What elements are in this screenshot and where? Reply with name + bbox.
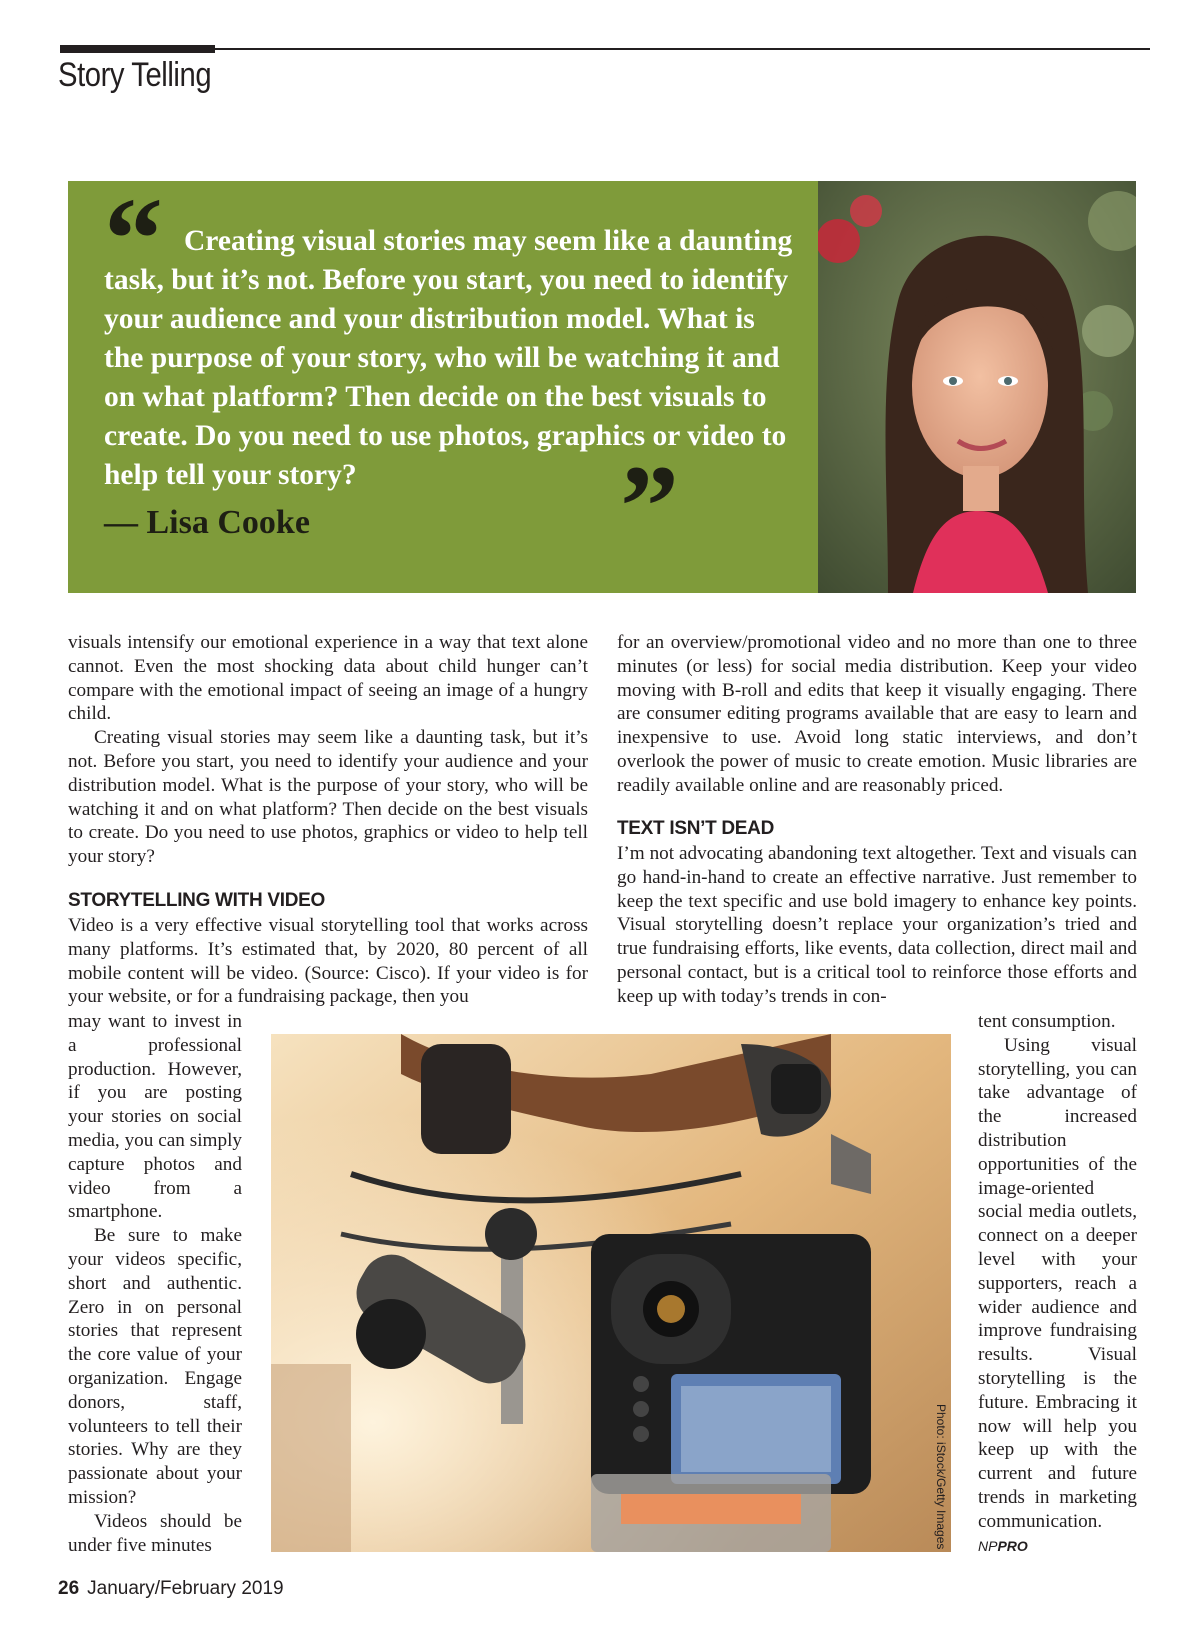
closing-paragraph-text: Using visual storytelling, you can take advantage of the increased distribution opportunities of the image-oriented social media outlets, connect on a deeper level with your supporters, reach a wider audience and improve fundraising results. Visual storytelling is the future. Embracing it now will help you keep up with the current and future trends in marketing communication. bbox=[978, 1034, 1137, 1532]
close-quote-mark: ” bbox=[620, 441, 679, 572]
article-column-1-video bbox=[68, 914, 588, 1009]
camera-illustration bbox=[271, 1034, 951, 1552]
open-quote-mark: “ bbox=[104, 173, 163, 304]
article-paragraph: may want to invest in a professional production. However, if you are posting your stories on social media, you can simply capture photos and video from a smartphone. bbox=[68, 1011, 242, 1223]
article-paragraph: Videos should be under five minutes bbox=[68, 1510, 242, 1556]
article-paragraph: tent consumption. bbox=[978, 1011, 1116, 1032]
article-column-2-text bbox=[617, 842, 1137, 1009]
article-column-1-intro bbox=[68, 631, 588, 869]
article-paragraph: visuals intensify our emotional experience in a way that text alone cannot. Even the most shocking data about child hunger can’t compare with the emotional impact of seeing an image of a hungry child. bbox=[68, 632, 588, 725]
issue-date: January/February 2019 bbox=[87, 1578, 284, 1599]
header-rule-accent bbox=[60, 45, 215, 53]
page-footer bbox=[58, 1578, 284, 1600]
article-paragraph: I’m not advocating abandoning text altogether. Text and visuals can go hand-in-hand to create an effective narrative. Just remember to keep the text specific and use bold imagery to enhance key points. Visual storytelling doesn’t replace your organization’s tried and true fundraising efforts, like events, data collection, direct mail and personal contact, but is a critical tool to reinforce those efforts and keep up with today’s trends in con- bbox=[617, 843, 1137, 1007]
article-paragraph: Video is a very effective visual storytelling tool that works across many platforms. It’s estimated that, by 2020, 80 percent of all mobile content will be video. (Source: Cisco). If your video is for your website, or for a fundraising package, then you bbox=[68, 915, 588, 1008]
article-column-1-narrow bbox=[68, 1010, 242, 1557]
portrait-illustration bbox=[818, 181, 1136, 593]
header-rule bbox=[60, 48, 1150, 50]
page-number: 26 bbox=[58, 1578, 80, 1599]
article-column-2-intro bbox=[617, 631, 1137, 798]
photo-credit: Photo: iStock/Getty Images bbox=[934, 1404, 948, 1550]
section-title: Story Telling bbox=[58, 56, 212, 94]
author-portrait bbox=[818, 181, 1136, 593]
article-paragraph: Creating visual stories may seem like a daunting task, but it’s not. Before you start, you need to identify your audience and your distribution model. What is the purpose of your story, who will be watching it and on what platform? Then decide on the best visuals to create. Do you need to use photos, graphics or video to help tell your story? bbox=[68, 727, 588, 868]
end-signature: NPPRO bbox=[978, 1537, 1028, 1554]
subheading-storytelling-video: STORYTELLING WITH VIDEO bbox=[68, 890, 325, 911]
camera-photo bbox=[271, 1034, 951, 1552]
pull-quote-author: — Lisa Cooke bbox=[104, 504, 310, 541]
subheading-text-isnt-dead: TEXT ISN’T DEAD bbox=[617, 818, 775, 839]
article-paragraph: Be sure to make your videos specific, short and authentic. Zero in on personal stories that represent the core value of your organization. Engage donors, staff, volunteers to tell their stories. Why are they passionate about your mission? bbox=[68, 1225, 242, 1508]
pull-quote-text: Creating visual stories may seem like a daunting task, but it’s not. Before you start, you need to identify your audience and your distribution model. What is the purpose of your story, who will be watching it and on what platform? Then decide on the best visuals to create. Do you need to use photos, graphics or video to help tell your story? bbox=[104, 225, 793, 491]
article-column-2-narrow bbox=[978, 1010, 1137, 1558]
article-paragraph: for an overview/promotional video and no more than one to three minutes (or less) for social media distribution. Keep your video moving with B-roll and edits that keep it visually engaging. There are consumer editing programs available that are easy to learn and inexpensive to use. Avoid long static interviews, and don’t overlook the power of music to create emotion. Music libraries are readily available online and are reasonably priced. bbox=[617, 632, 1137, 796]
article-paragraph bbox=[978, 1034, 1137, 1559]
